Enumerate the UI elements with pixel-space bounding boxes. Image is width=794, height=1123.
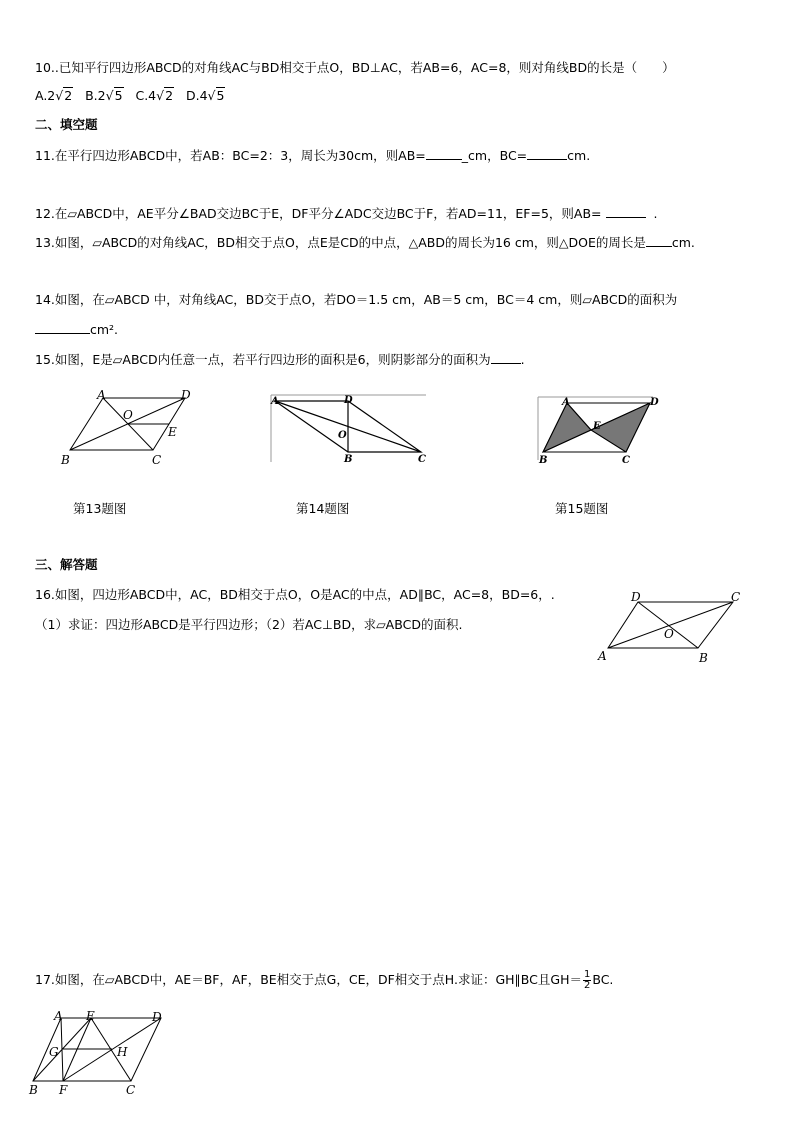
- point-label: D: [152, 1010, 162, 1024]
- question-12: 12.在▱ABCD中，AE平分∠BAD交边BC于E，DF平分∠ADC交边BC于F，若AD=11，EF=5，则AB= .: [35, 206, 658, 221]
- answer-blank[interactable]: [426, 147, 462, 160]
- point-label: C: [418, 454, 426, 464]
- point-label: B: [61, 453, 70, 467]
- answer-blank[interactable]: [646, 234, 672, 247]
- point-label: D: [631, 590, 641, 604]
- question-17: 17.如图，在▱ABCD中，AE＝BF，AF，BE相交于点G，CE，DF相交于点H.求证：GH∥BC且GH＝ $\frac{1}{2}$ BC.: [35, 969, 614, 991]
- point-label: H: [117, 1045, 128, 1059]
- point-label: B: [699, 651, 708, 665]
- question-14-cont: cm².: [35, 321, 118, 338]
- figure-14: [268, 392, 433, 464]
- option-c: C.4√2: [135, 88, 174, 103]
- figure-16: [595, 586, 755, 666]
- point-label: E: [593, 421, 601, 432]
- point-label: B: [539, 455, 548, 466]
- question-16-parts: （1）求证：四边形ABCD是平行四边形；（2）若AC⊥BD，求▱ABCD的面积.: [35, 617, 463, 632]
- point-label: A: [598, 649, 607, 663]
- point-label: D: [650, 397, 659, 408]
- point-label: O: [338, 430, 347, 441]
- section-2-title: 二、填空题: [35, 117, 98, 132]
- point-label: D: [181, 388, 191, 402]
- shaded-triangle: [543, 403, 591, 452]
- figure-13-caption: 第13题图: [73, 501, 127, 516]
- option-a: A.2√2: [35, 88, 73, 103]
- point-label: B: [29, 1083, 38, 1097]
- point-label: C: [152, 453, 162, 467]
- answer-blank[interactable]: [491, 351, 521, 364]
- point-label: C: [731, 590, 741, 604]
- point-label: B: [344, 454, 353, 464]
- point-label: A: [562, 397, 570, 408]
- question-13: 13.如图，▱ABCD的对角线AC，BD相交于点O，点E是CD的中点，△ABD的周长为16 cm，则△DOE的周长是 cm.: [35, 235, 695, 250]
- point-label: E: [168, 425, 177, 439]
- option-d: D.4√5: [185, 88, 225, 103]
- figure-15: [533, 392, 663, 467]
- option-b: B.2√5: [85, 88, 123, 103]
- answer-blank[interactable]: [527, 147, 567, 160]
- point-label: E: [86, 1009, 95, 1023]
- figure-14-caption: 第14题图: [296, 501, 350, 516]
- question-11: 11.在平行四边形ABCD中，若AB：BC=2：3，周长为30cm，则AB= _cm，BC= cm.: [35, 148, 591, 163]
- point-label: C: [126, 1083, 136, 1097]
- point-label: D: [344, 395, 353, 406]
- figure-15-caption: 第15题图: [555, 501, 609, 516]
- figure-13: [55, 388, 205, 470]
- question-10: [35, 60, 675, 76]
- point-label: G: [49, 1045, 59, 1059]
- point-label: A: [54, 1009, 63, 1023]
- figure-17: [25, 1008, 175, 1098]
- answer-blank[interactable]: [606, 205, 646, 218]
- question-15: 15.如图，E是▱ABCD内任意一点，若平行四边形的面积是6，则阴影部分的面积为 .: [35, 352, 525, 367]
- point-label: A: [271, 396, 279, 407]
- question-10-text: 10..已知平行四边形ABCD的对角线AC与BD相交于点O，BD⊥AC，若AB=6，AC=8，则对角线BD的长是（ ）: [35, 60, 675, 75]
- fraction: $\frac{1}{2}$: [583, 969, 591, 991]
- point-label: A: [97, 388, 106, 402]
- answer-blank[interactable]: [35, 321, 90, 334]
- point-label: O: [123, 408, 133, 422]
- point-label: O: [664, 627, 674, 641]
- question-10-options: [35, 88, 225, 104]
- section-3-title: 三、解答题: [35, 557, 98, 572]
- point-label: C: [622, 455, 630, 466]
- question-14: 14.如图，在▱ABCD 中，对角线AC，BD交于点O，若DO＝1.5 cm，AB＝5 cm，BC＝4 cm，则▱ABCD的面积为: [35, 292, 678, 307]
- point-label: F: [59, 1083, 68, 1097]
- question-16: 16.如图，四边形ABCD中，AC，BD相交于点O，O是AC的中点，AD∥BC，AC=8，BD=6，.: [35, 587, 555, 602]
